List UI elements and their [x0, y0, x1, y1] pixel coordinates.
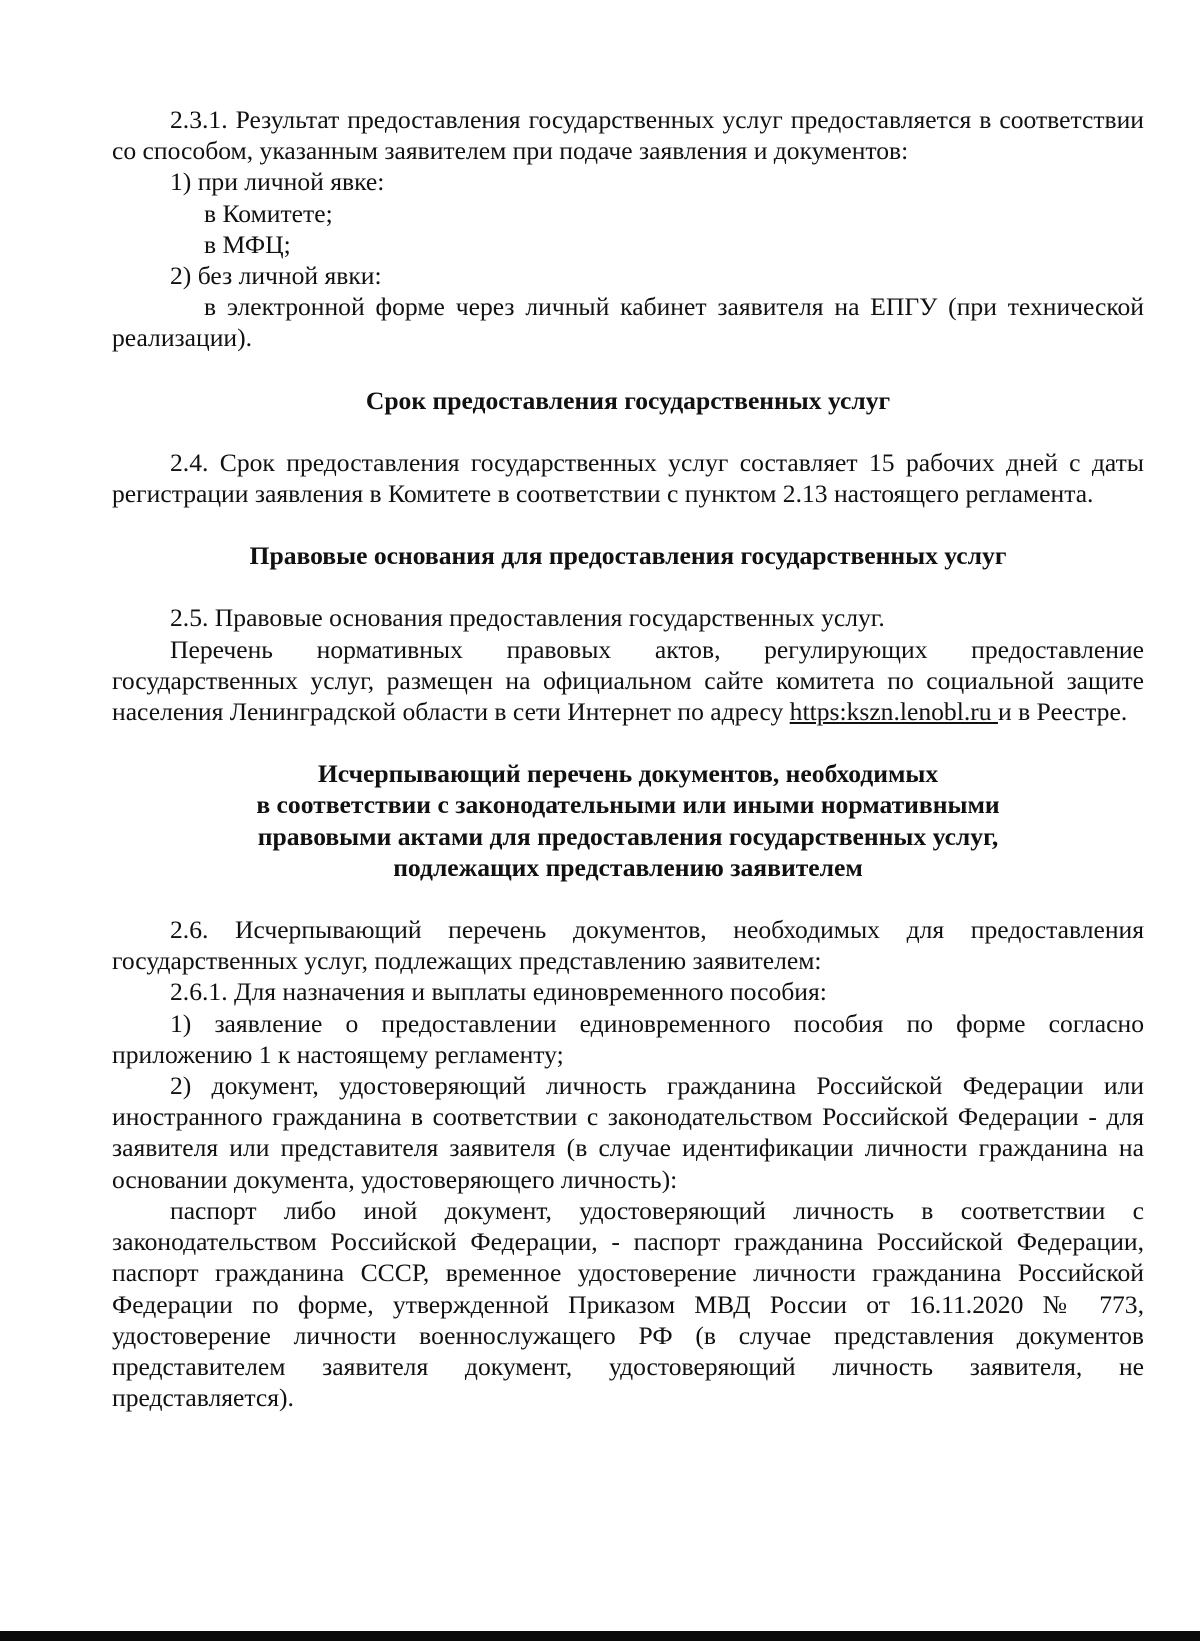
- paragraph-2-3-1: 2.3.1. Результат предоставления государственных услуг предоставляется в соответствии со способом, указанным заявителем при подаче заявления и документов:: [112, 105, 1144, 166]
- legal-list-text: Перечень нормативных правовых актов, регулирующих предоставление государственных услуг, размещен на официальном сайте комитета по социальной защите населения Ленинградской области в сети Интернет по адресу: [112, 634, 1144, 727]
- paragraph-2-4: 2.4. Срок предоставления государственных услуг составляет 15 рабочих дней с даты регистрации заявления в Комитете в соответствии с пунктом 2.13 настоящего регламента.: [112, 447, 1144, 509]
- heading-documents-line-1: Исчерпывающий перечень документов, необходимых: [317, 759, 939, 789]
- list-subitem-committee: в Комитете;: [204, 198, 333, 228]
- heading-term: Срок предоставления государственных услуг: [365, 385, 891, 415]
- heading-documents-line-2: в соответствии с законодательными или иными нормативными: [256, 790, 1000, 820]
- list-item-application: 1) заявление о предоставлении единовременного пособия по форме согласно приложению 1 к настоящему регламенту;: [112, 1008, 1144, 1069]
- paragraph-2-5: 2.5. Правовые основания предоставления государственных услуг.: [170, 603, 885, 633]
- heading-legal-basis: Правовые основания для предоставления государственных услуг: [249, 541, 1007, 571]
- heading-documents-line-4: подлежащих представлению заявителем: [393, 852, 863, 882]
- document-page: [112, 104, 1144, 1413]
- scan-edge-bar: [0, 1631, 1200, 1641]
- website-link[interactable]: https:kszn.lenobl.ru: [789, 697, 998, 727]
- legal-list-tail: и в Реестре.: [997, 697, 1128, 727]
- paragraph-legal-list: [112, 634, 1144, 728]
- paragraph-2-6-1: 2.6.1. Для назначения и выплаты единовременного пособия:: [170, 977, 827, 1007]
- list-subitem-mfc: в МФЦ;: [204, 229, 291, 259]
- list-item-identity-document: 2) документ, удостоверяющий личность гражданина Российской Федерации или иностранного гражданина в соответствии с законодательством Российской Федерации - для заявителя или представителя заявителя (в случае идентификации личности гражданина на основании документа, удостоверяющего личность):: [112, 1071, 1144, 1194]
- list-item-remote: 2) без личной явки:: [170, 261, 382, 291]
- paragraph-passport: паспорт либо иной документ, удостоверяющий личность в соответствии с законодательством Российской Федерации, - паспорт гражданина Российской Федерации, паспорт гражданина СССР, временное удостоверение личности гражданина Российской Федерации по форме, утвержденной Приказом МВД России от 16.11.2020 № 773, удостоверение личности военнослужащего РФ (в случае представления документов представителем заявителя документ, удостоверяющий личность заявителя, не представляется).: [112, 1195, 1144, 1413]
- heading-documents: [112, 758, 1144, 883]
- heading-documents-line-3: правовыми актами для предоставления государственных услуг,: [257, 821, 999, 851]
- list-item-personal: 1) при личной явке:: [170, 167, 385, 197]
- list-subitem-electronic: в электронной форме через личный кабинет заявителя на ЕПГУ (при технической реализации).: [112, 292, 1144, 353]
- paragraph-2-6: 2.6. Исчерпывающий перечень документов, необходимых для предоставления государственных услуг, подлежащих представлению заявителем:: [112, 915, 1144, 976]
